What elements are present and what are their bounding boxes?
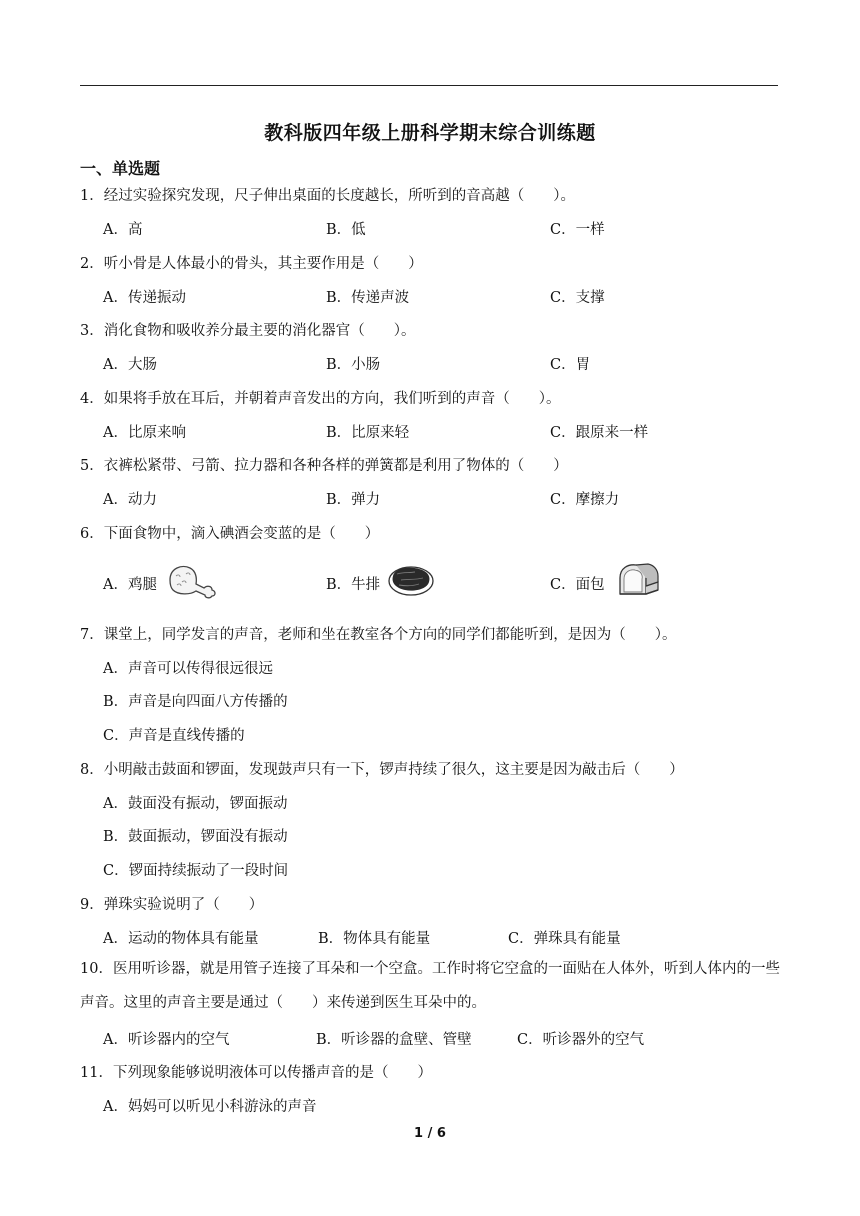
q1-option-a[interactable]: A．高 <box>103 222 143 238</box>
q10-option-c[interactable]: C．听诊器外的空气 <box>517 1032 645 1048</box>
q10-option-b[interactable]: B．听诊器的盒壁、管壁 <box>316 1032 472 1048</box>
q10-option-a[interactable]: A．听诊器内的空气 <box>103 1032 230 1048</box>
q7-option-c[interactable]: C．声音是直线传播的 <box>103 728 245 744</box>
section-heading: 一、单选题 <box>80 159 161 178</box>
q2-option-c[interactable]: C．支撑 <box>550 290 605 306</box>
q6-option-a[interactable]: A．鸡腿 <box>103 577 157 593</box>
question-11: 11．下列现象能够说明液体可以传播声音的是（ ） <box>80 1065 432 1081</box>
question-2: 2．听小骨是人体最小的骨头，其主要作用是（ ） <box>80 256 423 272</box>
q3-option-a[interactable]: A．大肠 <box>103 357 157 373</box>
question-7: 7．课堂上，同学发言的声音，老师和坐在教室各个方向的同学们都能听到，是因为（ ）。 <box>80 627 677 643</box>
question-8: 8．小明敲击鼓面和锣面，发现鼓声只有一下，锣声持续了很久，这主要是因为敲击后（ ） <box>80 762 684 778</box>
q4-option-b[interactable]: B．比原来轻 <box>326 425 410 441</box>
q6-option-b[interactable]: B．牛排 <box>326 577 381 593</box>
q5-option-c[interactable]: C．摩擦力 <box>550 492 620 508</box>
q8-option-c[interactable]: C．锣面持续振动了一段时间 <box>103 863 289 879</box>
q8-option-a[interactable]: A．鼓面没有振动，锣面振动 <box>103 796 288 812</box>
question-9: 9．弹珠实验说明了（ ） <box>80 897 264 913</box>
q2-option-b[interactable]: B．传递声波 <box>326 290 410 306</box>
bread-image <box>614 560 662 602</box>
question-10: 10．医用听诊器，就是用管子连接了耳朵和一个空盒。工作时将它空盒的一面贴在人体外，听到人体内的一些声音。这里的声音主要是通过（ ）来传递到医生耳朵中的。 <box>80 961 780 1011</box>
q9-option-c[interactable]: C．弹珠具有能量 <box>508 931 621 947</box>
steak-image <box>387 562 437 598</box>
q1-option-b[interactable]: B．低 <box>326 222 366 238</box>
q6-option-c[interactable]: C．面包 <box>550 577 605 593</box>
page-title: 教科版四年级上册科学期末综合训练题 <box>264 122 596 144</box>
q4-option-c[interactable]: C．跟原来一样 <box>550 425 649 441</box>
question-3: 3．消化食物和吸收养分最主要的消化器官（ ）。 <box>80 323 416 339</box>
q5-option-a[interactable]: A．动力 <box>103 492 157 508</box>
chicken-leg-image <box>166 562 218 600</box>
question-6: 6．下面食物中，滴入碘酒会变蓝的是（ ） <box>80 526 380 542</box>
q1-option-c[interactable]: C．一样 <box>550 222 605 238</box>
q11-option-a[interactable]: A．妈妈可以听见小科游泳的声音 <box>103 1099 317 1115</box>
question-4: 4．如果将手放在耳后，并朝着声音发出的方向，我们听到的声音（ ）。 <box>80 391 561 407</box>
q7-option-a[interactable]: A．声音可以传得很远很远 <box>103 661 273 677</box>
question-5: 5．衣裤松紧带、弓箭、拉力器和各种各样的弹簧都是利用了物体的（ ） <box>80 458 568 474</box>
q9-option-a[interactable]: A．运动的物体具有能量 <box>103 931 259 947</box>
q3-option-b[interactable]: B．小肠 <box>326 357 381 373</box>
q4-option-a[interactable]: A．比原来响 <box>103 425 186 441</box>
page-number: 1 / 6 <box>414 1126 446 1141</box>
q2-option-a[interactable]: A．传递振动 <box>103 290 186 306</box>
q7-option-b[interactable]: B．声音是向四面八方传播的 <box>103 694 288 710</box>
q3-option-c[interactable]: C．胃 <box>550 357 591 373</box>
q5-option-b[interactable]: B．弹力 <box>326 492 381 508</box>
q8-option-b[interactable]: B．鼓面振动，锣面没有振动 <box>103 829 288 845</box>
q9-option-b[interactable]: B．物体具有能量 <box>318 931 431 947</box>
question-1: 1．经过实验探究发现，尺子伸出桌面的长度越长，所听到的音高越（ ）。 <box>80 188 575 204</box>
header-rule <box>80 85 778 86</box>
